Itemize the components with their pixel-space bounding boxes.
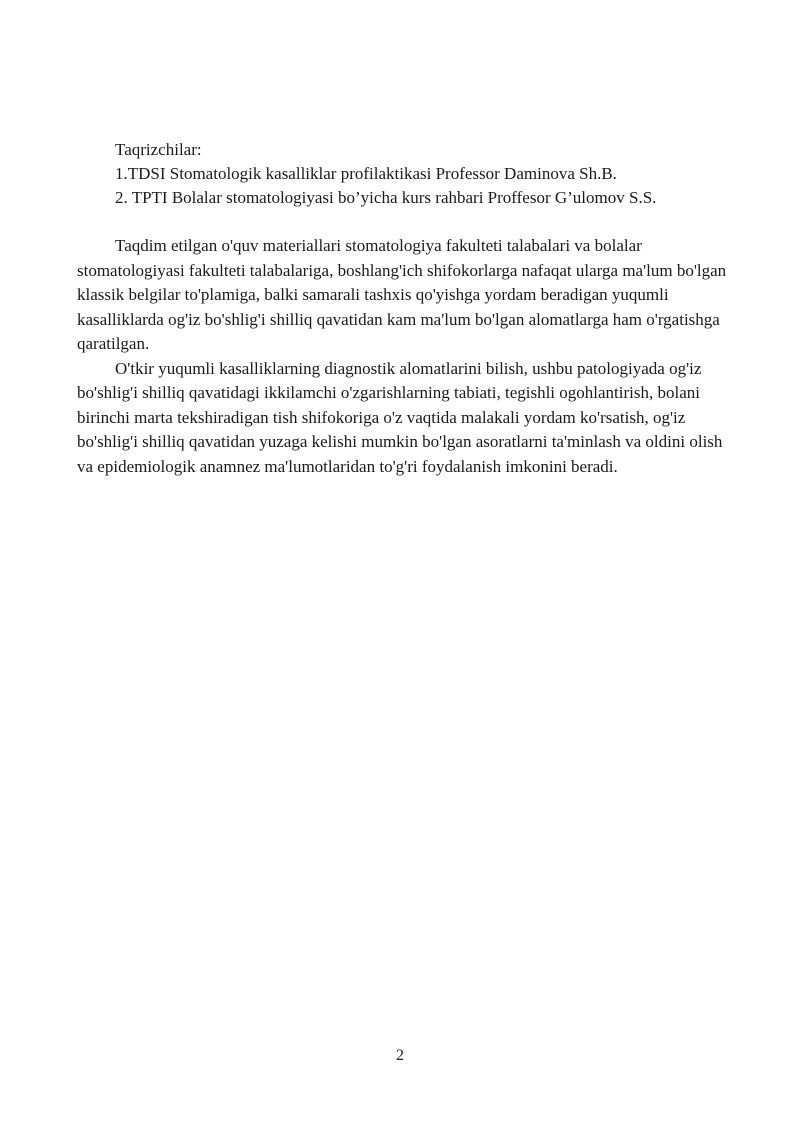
reviewer-item-2: 2. TPTI Bolalar stomatologiyasi bo’yicha kurs rahbari Proffesor G’ulomov S.S.	[115, 188, 657, 207]
reviewer-item-1: 1.TDSI Stomatologik kasalliklar profilaktikasi Professor Daminova Sh.B.	[115, 164, 617, 183]
page-number: 2	[396, 1047, 404, 1064]
reviewers-block	[115, 138, 755, 210]
reviewers-heading: Taqrizchilar:	[115, 140, 202, 159]
paragraph-2: O'tkir yuqumli kasalliklarning diagnostik alomatlarini bilish, ushbu patologiyada og'iz bo'shlig'i shilliq qavatidagi ikkilamchi o'zgarishlarning tabiati, tegishli ogohlantirish, bolani birinchi marta tekshiradigan tish shifokoriga o'z vaqtida malakali yordam ko'rsatish, og'iz bo'shlig'i shilliq qavatidan yuzaga kelishi mumkin bo'lgan asoratlarni ta'minlash va oldini olish va epidemiologik anamnez ma'lumotlaridan to'g'ri foydalanish imkonini beradi.	[77, 358, 723, 476]
body-text	[77, 234, 735, 479]
paragraph-1: Taqdim etilgan o'quv materiallari stomatologiya fakulteti talabalari va bolalar stomatologiyasi fakulteti talabalariga, boshlang'ich shifokorlarga nafaqat ularga ma'lum bo'lgan klassik belgilar to'plamiga, balki samarali tashxis qo'yishga yordam beradigan yuqumli kasalliklarda og'iz bo'shlig'i shilliq qavatidan kam ma'lum bo'lgan alomatlarga ham o'rgatishga qaratilgan.	[77, 236, 727, 353]
